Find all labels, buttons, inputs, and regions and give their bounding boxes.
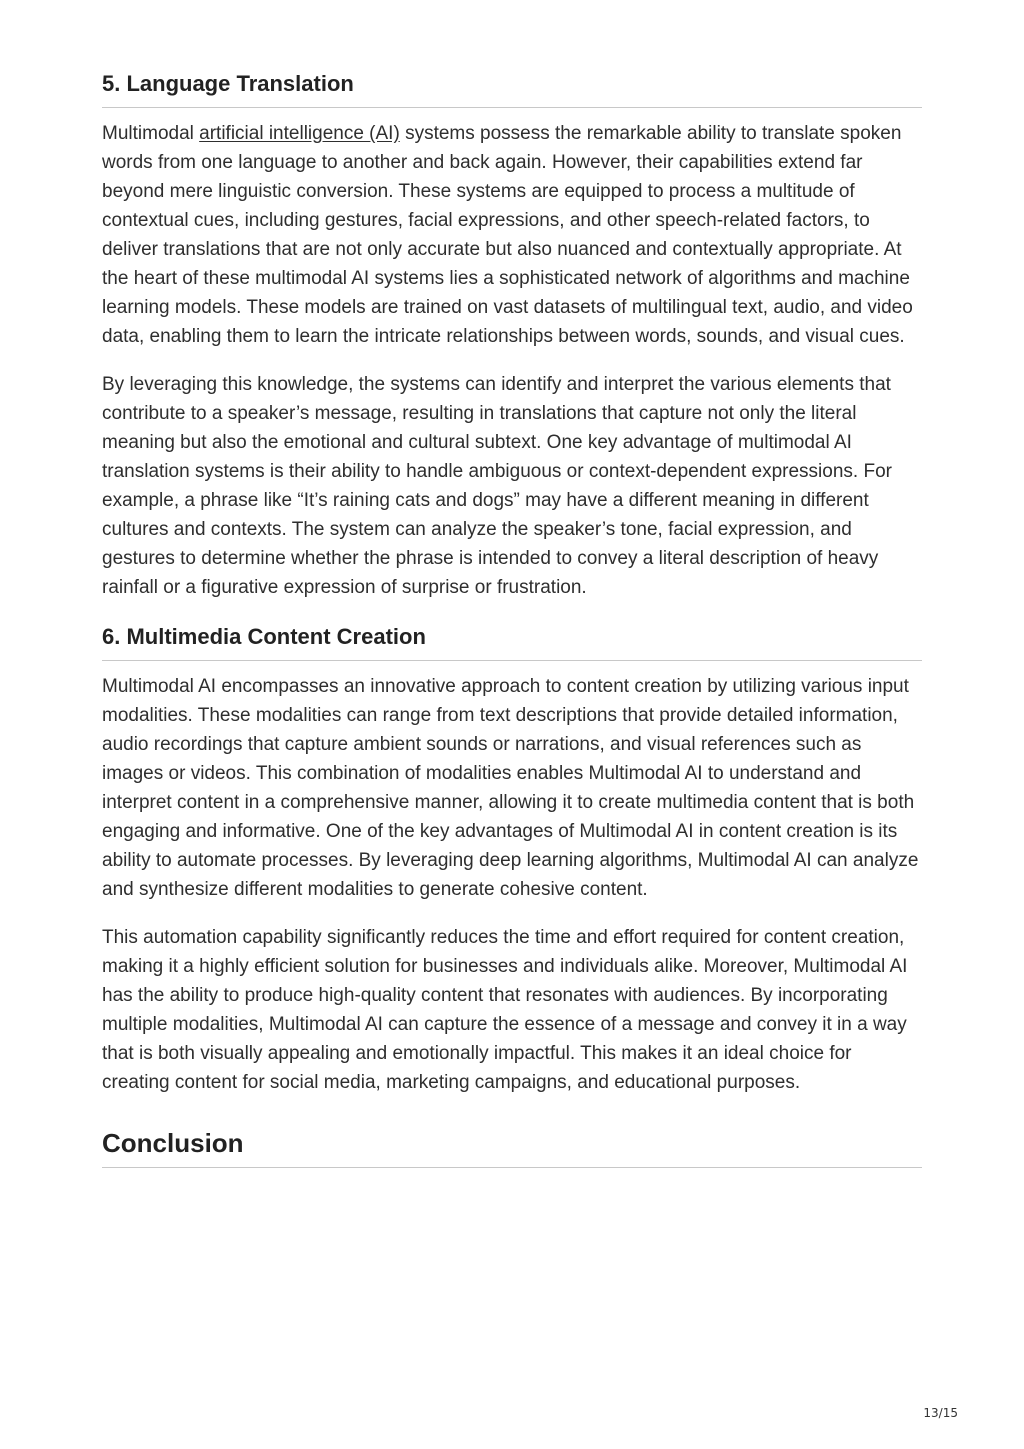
spacer	[102, 1097, 922, 1127]
paragraph-language-translation-1	[102, 119, 922, 351]
paragraph-language-translation-2: By leveraging this knowledge, the systems can identify and interpret the various elements that contribute to a speaker’s message, resulting in translations that capture not only the literal meaning but also the emotional and cultural subtext. One key advantage of multimodal AI translation systems is their ability to handle ambiguous or context-dependent expressions. For example, a phrase like “It’s raining cats and dogs” may have a different meaning in different cultures and contexts. The system can analyze the speaker’s tone, facial expression, and gestures to determine whether the phrase is intended to convey a literal description of heavy rainfall or a figurative expression of surprise or frustration.	[102, 374, 892, 598]
paragraph-multimedia-content-1: Multimodal AI encompasses an innovative approach to content creation by utilizing various input modalities. These modalities can range from text descriptions that provide detailed information, audio recordings that capture ambient sounds or narrations, and visual references such as images or videos. This combination of modalities enables Multimodal AI to understand and interpret content in a comprehensive manner, allowing it to create multimedia content that is both engaging and informative. One of the key advantages of Multimodal AI in content creation is its ability to automate processes. By leveraging deep learning algorithms, Multimodal AI can analyze and synthesize different modalities to generate cohesive content.	[102, 676, 919, 900]
section-heading-language-translation: 5. Language Translation	[102, 70, 922, 108]
paragraph-text: Multimodal	[102, 123, 200, 144]
section-heading-multimedia-content-creation: 6. Multimedia Content Creation	[102, 623, 922, 661]
page-number: 13/15	[923, 1406, 958, 1420]
document-page	[102, 70, 922, 1168]
paragraph-text: systems possess the remarkable ability to translate spoken words from one language to another and back again. However, their capabilities extend far beyond mere linguistic conversion. These systems are equipped to process a multitude of contextual cues, including gestures, facial expressions, and other speech-related factors, to deliver translations that are not only accurate but also nuanced and contextually appropriate. At the heart of these multimodal AI systems lies a sophisticated network of algorithms and machine learning models. These models are trained on vast datasets of multilingual text, audio, and video data, enabling them to learn the intricate relationships between words, sounds, and visual cues.	[102, 123, 913, 347]
paragraph-multimedia-content-2: This automation capability significantly reduces the time and effort required for content creation, making it a highly efficient solution for businesses and individuals alike. Moreover, Multimodal AI has the ability to produce high-quality content that resonates with audiences. By incorporating multiple modalities, Multimodal AI can capture the essence of a message and convey it in a way that is both visually appealing and emotionally impactful. This makes it an ideal choice for creating content for social media, marketing campaigns, and educational purposes.	[102, 927, 908, 1093]
conclusion-heading: Conclusion	[102, 1127, 922, 1168]
artificial-intelligence-link[interactable]: artificial intelligence (AI)	[199, 123, 400, 144]
spacer	[102, 602, 922, 623]
